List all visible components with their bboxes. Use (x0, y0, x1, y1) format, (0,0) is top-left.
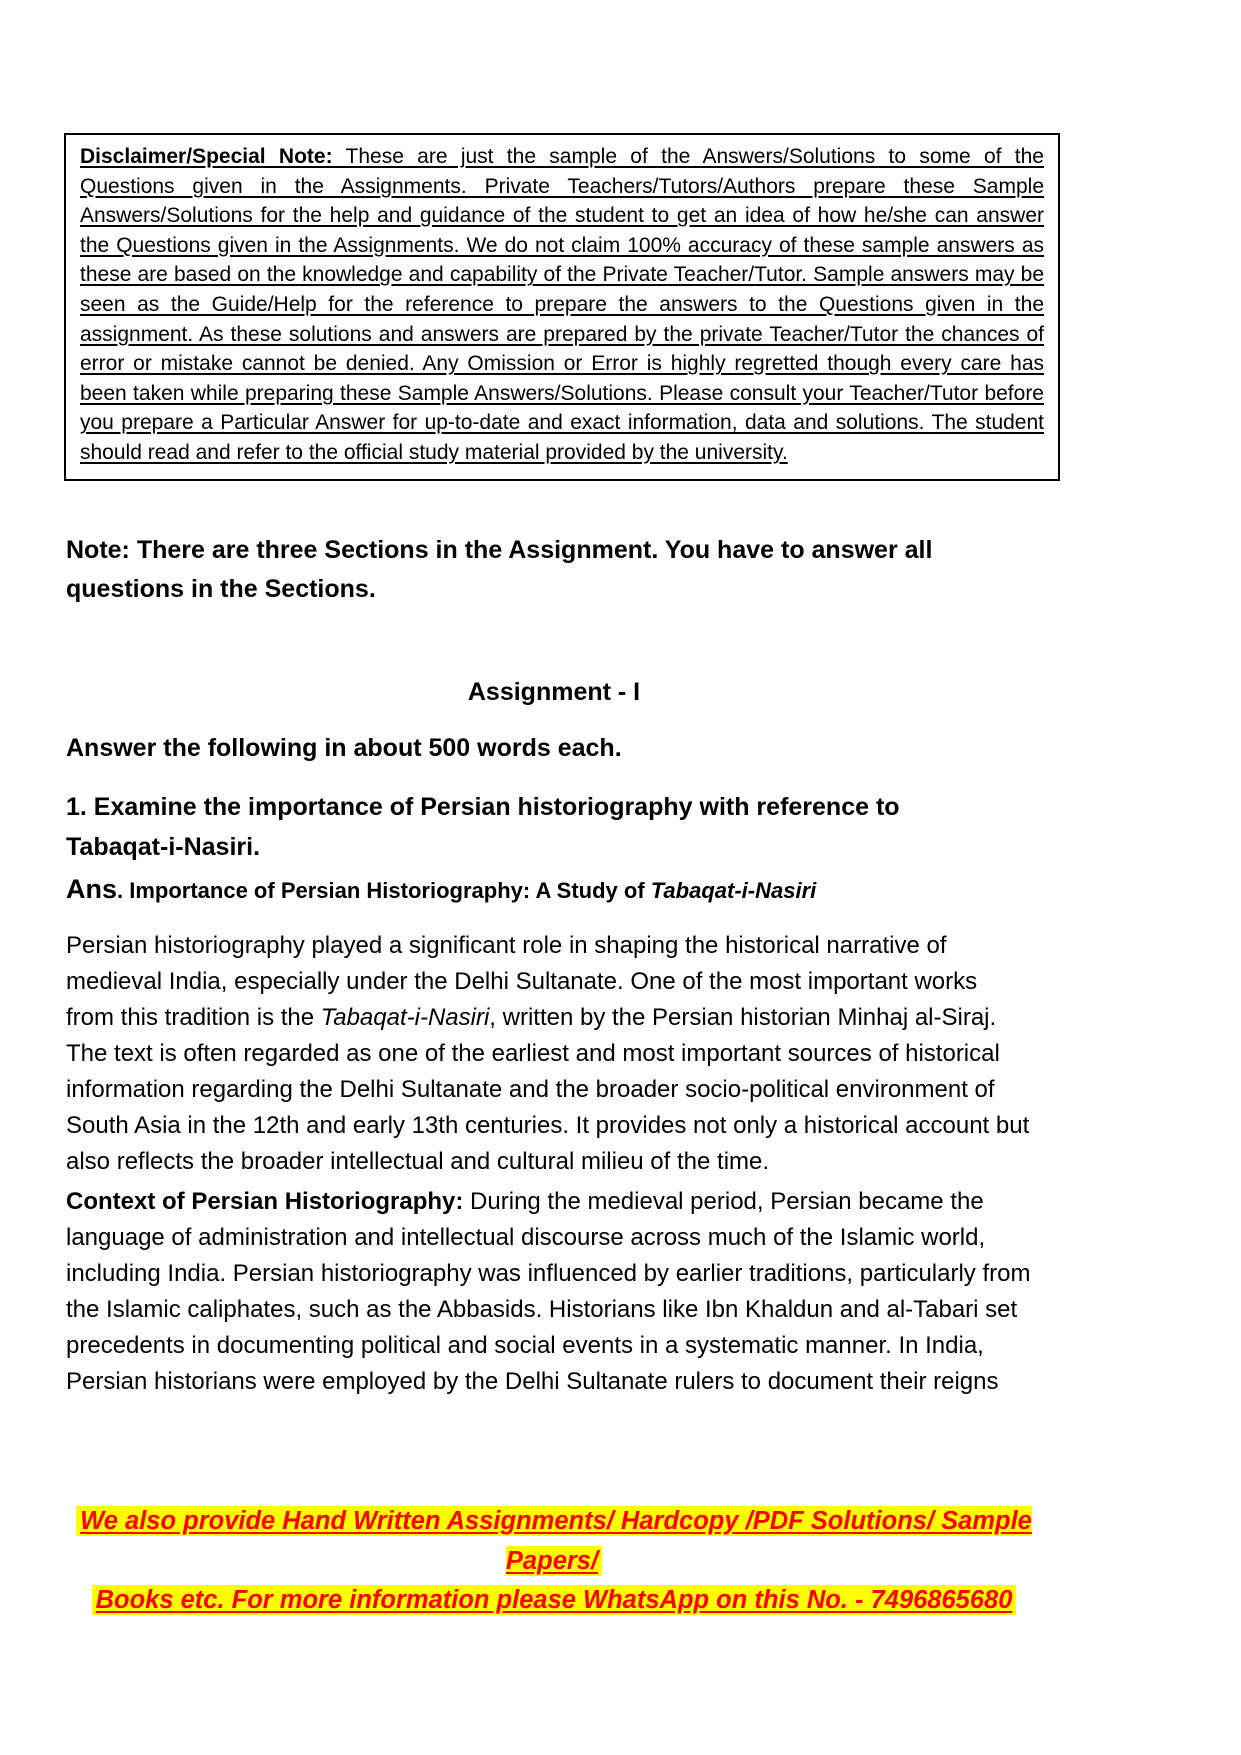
footer-line-1: We also provide Hand Written Assignments/ Hardcopy /PDF Solutions/ Sample Papers/ (66, 1502, 1042, 1581)
paragraph-1-part-2: , written by the Persian historian Minhaj al-Siraj. The text is often regarded as one of the earliest and most important sources of historical information regarding the Delhi Sultanate and the broader socio-political environment of South Asia in the 12th and early 13th centuries. It provides not only a historical account but also reflects the broader intellectual and cultural milieu of the time. (66, 1004, 1030, 1175)
paragraph-2-body: During the medieval period, Persian became the language of administration and intellectual discourse across much of the Islamic world, including India. Persian historiography was influenced by earlier traditions, particularly from the Islamic caliphates, such as the Abbasids. Historians like Ibn Khaldun and al-Tabari set precedents in documenting political and social events in a systematic manner. In India, Persian historians were employed by the Delhi Sultanate rulers to document their reigns (66, 1188, 1031, 1395)
answer-label: Ans (66, 874, 118, 904)
instruction-text: Answer the following in about 500 words each. (66, 734, 622, 762)
footer-line-2: Books etc. For more information please WhatsApp on this No. - 7496865680 (66, 1581, 1042, 1621)
answer-title-italic: Tabaqat-i-Nasiri (650, 878, 817, 903)
note-text: Note: There are three Sections in the Assignment. You have to answer all questions in the Sections. (66, 536, 933, 603)
paragraph-2-label: Context of Persian Historiography: (66, 1188, 464, 1215)
question-1-heading: 1. Examine the importance of Persian historiography with reference to Tabaqat-i-Nasiri. (66, 793, 900, 861)
footer-banner (66, 1502, 1042, 1621)
answer-title-prefix: . Importance of Persian Historiography: A Study of (117, 878, 651, 903)
paragraph-2 (66, 1184, 1031, 1400)
disclaimer-body: These are just the sample of the Answers/Solutions to some of the Questions given in the Assignments. Private Teachers/Tutors/Authors prepare these Sample Answers/Solutions for the help and guidance of the student to get an idea of how he/she can answer the Questions given in the Assignments. We do not claim 100% accuracy of these sample answers as these are based on the knowledge and capability of the Private Teacher/Tutor. Sample answers may be seen as the Guide/Help for the reference to prepare the answers to the Questions given in the assignment. As these solutions and answers are prepared by the private Teacher/Tutor the chances of error or mistake cannot be denied. Any Omission or Error is highly regretted though every care has been taken while preparing these Sample Answers/Solutions. Please consult your Teacher/Tutor before you prepare a Particular Answer for up-to-date and exact information, data and solutions. The student should read and refer to the official study material provided by the university. (80, 145, 1044, 464)
disclaimer-box (64, 133, 1060, 481)
paragraph-1-part-1: Persian historiography played a significant role in shaping the historical narrative of medieval India, especially under the Delhi Sultanate. One of the most important works from this tradition is the (66, 932, 978, 1031)
paragraph-1-italic-title: Tabaqat-i-Nasiri (320, 1004, 490, 1031)
answer-title (66, 874, 1042, 905)
disclaimer-label: Disclaimer/Special Note: (80, 145, 333, 168)
disclaimer-text (80, 142, 1044, 468)
assignment-heading: Assignment - I (467, 678, 641, 706)
paragraph-1 (66, 928, 1031, 1180)
